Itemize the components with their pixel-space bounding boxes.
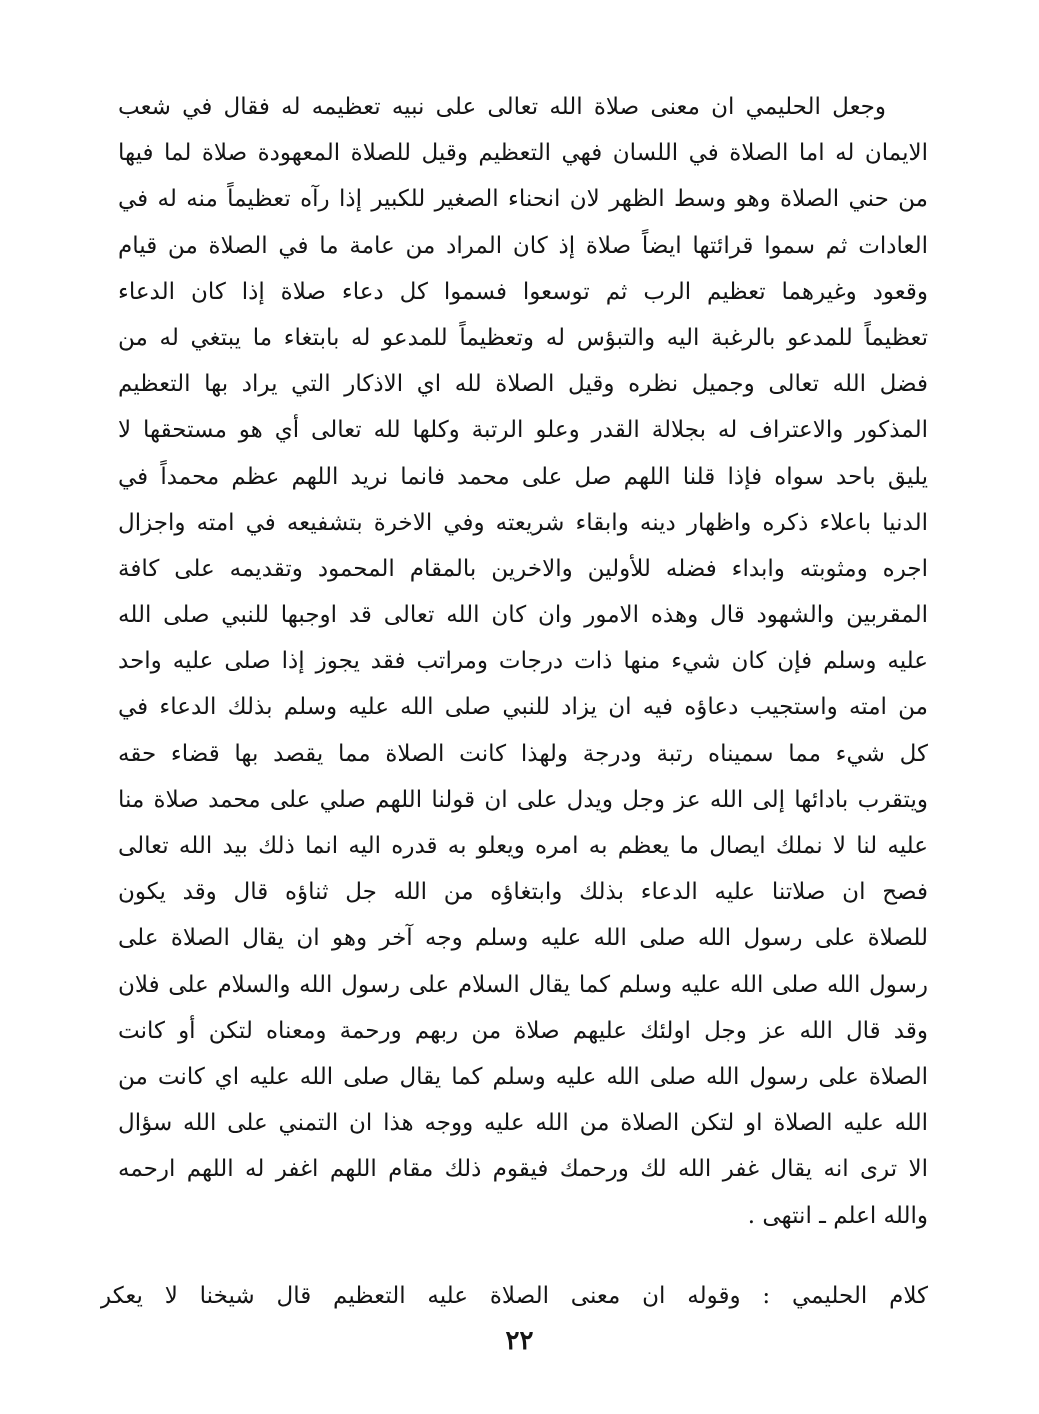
text-line: والله اعلم ـ انتهى . [747, 1202, 928, 1229]
text-line: الدنيا باعلاء ذكره واظهار دينه وابقاء شريعته وفي الاخرة بتشفيعه في امته واجزال [118, 509, 928, 536]
main-text-block [118, 84, 928, 1239]
text-line: ويتقرب بادائها إلى الله عز وجل ويدل على ان قولنا اللهم صلي على محمد صلاة منا [118, 786, 928, 813]
text-line: فضل الله تعالى وجميل نظره وقيل الصلاة لله اي الاذكار التي يراد بها التعظيم [118, 371, 928, 398]
text-line: وقعود وغيرهما تعظيم الرب ثم توسعوا فسموا كل دعاء صلاة إذا كان الدعاء [118, 278, 928, 305]
text-line: من حني الصلاة وهو وسط الظهر لان انحناء الصغير للكبير إذا رآه تعظيماً منه له في [118, 186, 928, 213]
text-line: وجعل الحليمي ان معنى صلاة الله تعالى على نبيه تعظيمه له فقال في شعب [118, 94, 886, 120]
text-line: الا ترى انه يقال غفر الله لك ورحمك فيقوم ذلك مقام اللهم اغفر له اللهم ارحمه [118, 1156, 928, 1183]
text-line: عليه لنا لا نملك ايصال ما يعظم به امره ويعلو به قدره اليه انما ذلك بيد الله تعالى [118, 833, 928, 859]
text-line: وقد قال الله عز وجل اولئك عليهم صلاة من ربهم ورحمة ومعناه لتكن أو كانت [118, 1017, 928, 1044]
text-line: رسول الله صلى الله عليه وسلم كما يقال السلام على رسول الله والسلام على فلان [118, 971, 928, 998]
page-number: ٢٢ [505, 1326, 534, 1356]
text-line: تعظيماً للمدعو بالرغبة اليه والتبؤس له وتعظيماً للمدعو له بابتغاء ما يبتغي له من [118, 324, 928, 351]
text-line: اجره ومثوبته وابداء فضله للأولين والاخرين بالمقام المحمود وتقديمه على كافة [118, 555, 928, 582]
text-line: المذكور والاعتراف له بجلالة القدر وعلو الرتبة وكلها لله تعالى أي هو مستحقها لا [118, 417, 928, 444]
text-line: المقربين والشهود قال وهذه الامور وان كان الله تعالى قد اوجبها للنبي صلى الله [118, 602, 928, 629]
footnote [100, 1273, 928, 1319]
text-line: يليق باحد سواه فإذا قلنا اللهم صل على محمد فانما نريد اللهم عظم محمداً في [118, 463, 928, 490]
text-line: الصلاة على رسول الله صلى الله عليه وسلم كما يقال صلى الله عليه اي كانت من [118, 1063, 928, 1090]
text-line: فصح ان صلاتنا عليه الدعاء بذلك وابتغاؤه من الله جل ثناؤه قال وقد يكون [118, 879, 928, 906]
text-line: العادات ثم سموا قرائتها ايضاً صلاة إذ كان المراد من عامة ما في الصلاة من قيام [118, 232, 928, 259]
text-line: عليه وسلم فإن كان شيء منها ذات درجات ومراتب فقد يجوز إذا صلى عليه واحد [118, 648, 928, 675]
text-line: للصلاة على رسول الله صلى الله عليه وسلم وجه آخر وهو ان يقال الصلاة على [118, 925, 928, 952]
text-line: كل شيء مما سميناه رتبة ودرجة ولهذا كانت الصلاة مما يقصد بها قضاء حقه [118, 740, 928, 767]
text-line: الايمان له اما الصلاة في اللسان فهي التعظيم وقيل للصلاة المعهودة صلاة لما فيها [118, 140, 928, 167]
text-line: من امته واستجيب دعاؤه فيه ان يزاد للنبي صلى الله عليه وسلم بذلك الدعاء في [118, 694, 928, 721]
text-line: الله عليه الصلاة او لتكن الصلاة من الله عليه ووجه هذا ان التمني على الله سؤال [118, 1110, 928, 1137]
footnote-line: كلام الحليمي : وقوله ان معنى الصلاة عليه التعظيم قال شيخنا لا يعكر [100, 1283, 928, 1309]
